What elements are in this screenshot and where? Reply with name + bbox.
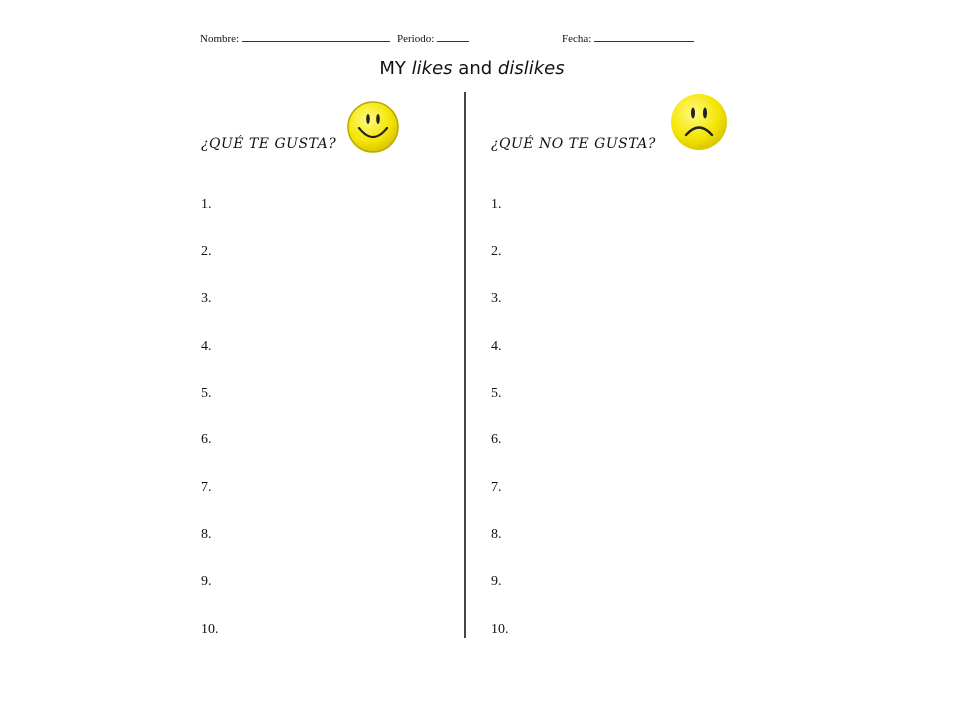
fecha-blank[interactable] — [594, 31, 694, 42]
likes-item: 6. — [201, 432, 212, 447]
page-title — [0, 58, 944, 79]
title-likes: likes — [411, 58, 453, 79]
likes-item: 8. — [201, 527, 212, 542]
dislikes-item: 9. — [491, 574, 502, 589]
fecha-field — [562, 31, 694, 45]
dislikes-item: 7. — [491, 480, 502, 495]
likes-item: 10. — [201, 622, 219, 637]
title-dislikes: dislikes — [497, 58, 565, 79]
column-divider — [464, 92, 466, 638]
nombre-label: Nombre: — [200, 33, 240, 45]
dislikes-item: 1. — [491, 197, 502, 212]
dislikes-item: 8. — [491, 527, 502, 542]
dislikes-item: 2. — [491, 244, 502, 259]
dislikes-item: 5. — [491, 386, 502, 401]
frowning-face-icon — [669, 92, 729, 152]
dislikes-item: 4. — [491, 339, 502, 354]
likes-item: 7. — [201, 480, 212, 495]
dislikes-item: 10. — [491, 622, 509, 637]
smiley-face-icon — [346, 100, 400, 154]
likes-item: 2. — [201, 244, 212, 259]
dislikes-item: 6. — [491, 432, 502, 447]
title-prefix: MY — [379, 58, 406, 79]
likes-item: 4. — [201, 339, 212, 354]
dislikes-item: 3. — [491, 291, 502, 306]
title-middle: and — [458, 58, 493, 79]
periodo-blank[interactable] — [437, 31, 469, 42]
likes-heading: ¿QUÉ TE GUSTA? — [201, 136, 337, 152]
nombre-blank[interactable] — [242, 31, 390, 42]
periodo-label: Periodo: — [397, 33, 435, 45]
periodo-field — [397, 31, 469, 45]
likes-item: 1. — [201, 197, 212, 212]
likes-item: 9. — [201, 574, 212, 589]
likes-item: 5. — [201, 386, 212, 401]
nombre-field — [200, 31, 390, 45]
dislikes-heading: ¿QUÉ NO TE GUSTA? — [491, 136, 656, 152]
fecha-label: Fecha: — [562, 33, 592, 45]
likes-item: 3. — [201, 291, 212, 306]
header-fields — [200, 31, 720, 47]
